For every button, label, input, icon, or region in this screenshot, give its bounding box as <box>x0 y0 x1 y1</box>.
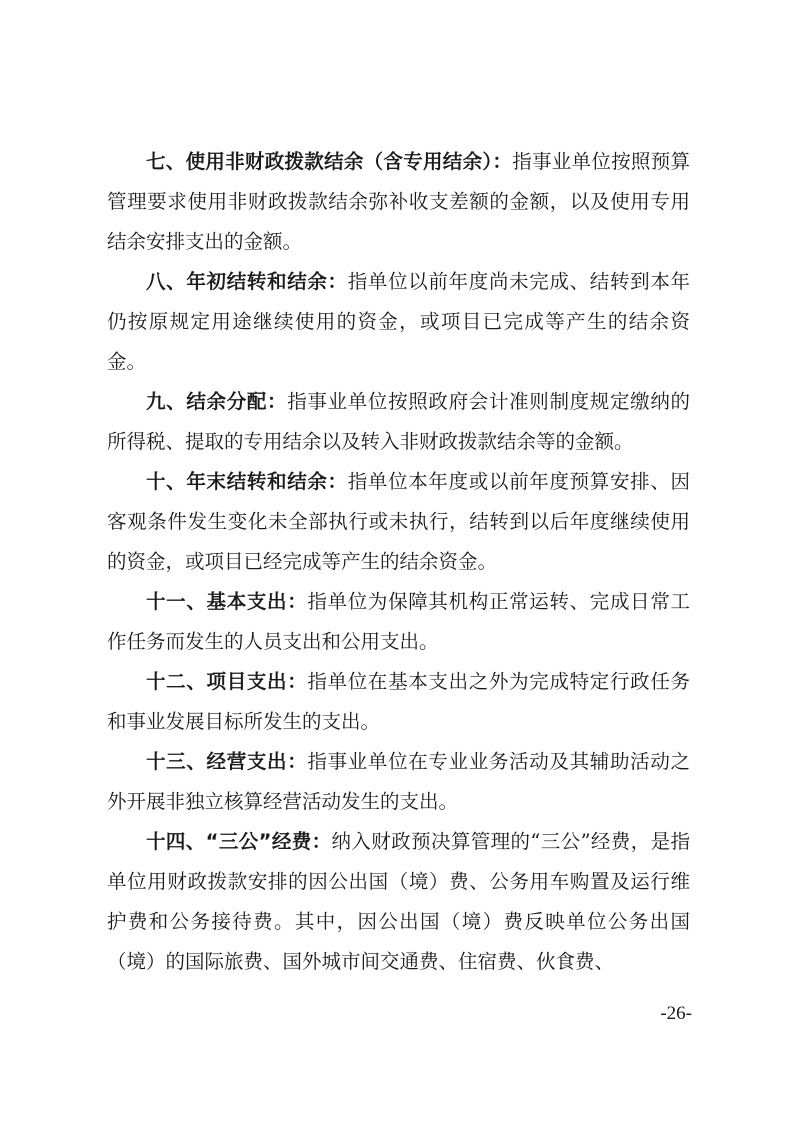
term-definition: 指单位以前年度尚未完成、结转到本年仍按原规定用途继续使用的资金，或项目已完成等产生的结余资金。 <box>107 270 690 373</box>
paragraph-7 <box>107 142 690 262</box>
document-body <box>107 142 690 982</box>
term-definition: 指事业单位在专业业务活动及其辅助活动之外开展非独立核算经营活动发生的支出。 <box>107 750 690 813</box>
term-heading: 七、使用非财政拨款结余（含专用结余）： <box>146 150 513 173</box>
term-definition: 指单位本年度或以前年度预算安排、因客观条件发生变化未全部执行或未执行，结转到以后年度继续使用的资金，或项目已经完成等产生的结余资金。 <box>107 470 690 573</box>
paragraph-9 <box>107 382 690 462</box>
term-heading: 十二、项目支出： <box>146 670 308 693</box>
term-definition: 指单位在基本支出之外为完成特定行政任务和事业发展目标所发生的支出。 <box>107 670 690 733</box>
term-definition: 指单位为保障其机构正常运转、完成日常工作任务而发生的人员支出和公用支出。 <box>107 590 690 653</box>
term-definition: 指事业单位按照政府会计准则制度规定缴纳的所得税、提取的专用结余以及转入非财政拨款结余等的金额。 <box>107 390 690 453</box>
paragraph-10 <box>107 462 690 582</box>
paragraph-14 <box>107 822 690 982</box>
term-heading: 十、年末结转和结余： <box>146 470 348 493</box>
term-heading: 十三、经营支出： <box>146 750 308 773</box>
term-heading: 十四、“三公”经费： <box>146 830 332 853</box>
paragraph-8 <box>107 262 690 382</box>
term-definition: 指事业单位按照预算管理要求使用非财政拨款结余弥补收支差额的金额，以及使用专用结余安排支出的金额。 <box>107 150 690 253</box>
paragraph-13 <box>107 742 690 822</box>
term-heading: 九、结余分配： <box>146 390 288 413</box>
term-definition: 纳入财政预决算管理的“三公”经费，是指单位用财政拨款安排的因公出国（境）费、公务用车购置及运行维护费和公务接待费。其中，因公出国（境）费反映单位公务出国（境）的国际旅费、国外城市间交通费、住宿费、伙食费、 <box>107 830 690 973</box>
page-number: -26- <box>660 1003 692 1024</box>
term-heading: 八、年初结转和结余： <box>146 270 348 293</box>
term-heading: 十一、基本支出： <box>146 590 308 613</box>
paragraph-12 <box>107 662 690 742</box>
paragraph-11 <box>107 582 690 662</box>
